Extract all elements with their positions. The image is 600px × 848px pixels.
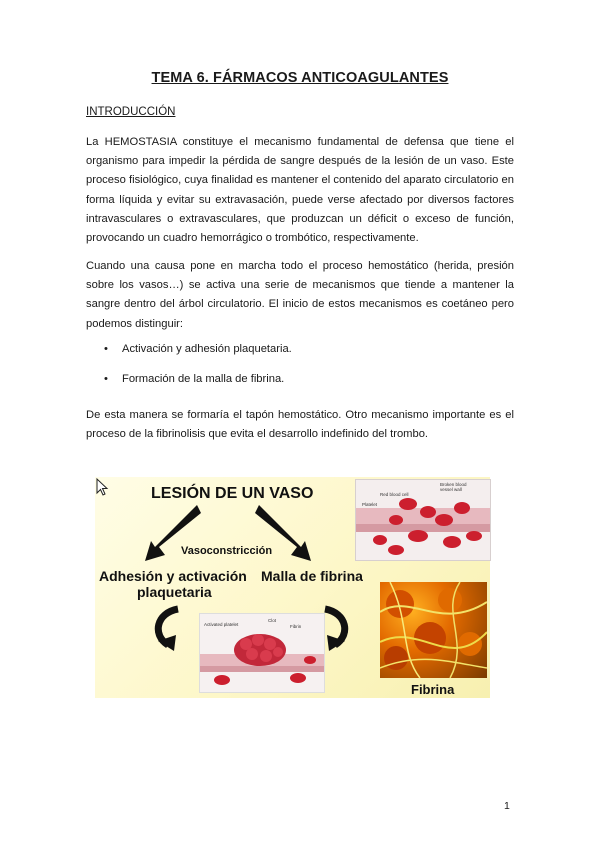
image-label: Activated platelet xyxy=(204,622,239,627)
plaquetaria-label: plaquetaria xyxy=(137,584,212,600)
bullet-icon: • xyxy=(104,373,108,385)
bullet-icon: • xyxy=(104,343,108,355)
list-item-text: Activación y adhesión plaquetaria. xyxy=(122,343,292,355)
fibrin-illustration xyxy=(380,582,487,678)
image-label: Platelet xyxy=(362,502,378,507)
fibrin-micrograph xyxy=(380,582,487,678)
paragraph-mecanismos: Cuando una causa pone en marcha todo el proceso hemostático (herida, presión sobre los vasos…) se activa una serie de mecanismos que tiende a mantener la sangre dentro del árbol circulatorio. El inicio de estos mecanismos es coetáneo pero podemos distinguir: xyxy=(86,260,514,330)
paragraph-fibrinolisis: De esta manera se formaría el tapón hemostático. Otro mecanismo importante es el proceso de la fibrinolisis que evita el desarrollo indefinido del trombo. xyxy=(86,409,514,441)
curved-arrow-left-icon xyxy=(150,605,186,651)
list-item xyxy=(104,340,292,370)
red-blood-cells-image xyxy=(355,479,491,561)
fibrin-mesh-label: Malla de fibrina xyxy=(261,568,363,584)
vasoconstriction-label: Vasoconstricción xyxy=(181,545,273,557)
list-item-text: Formación de la malla de fibrina. xyxy=(122,373,285,385)
paragraph-hemostasia: La HEMOSTASIA constituye el mecanismo fundamental de defensa que tiene el organismo para impedir la pérdida de sangre después de la lesión de un vaso. Este proceso fisiológico, cuya finalidad es mantener el contenido del aparato circulatorio en forma líquida y evitar su extravasación, puede verse afectado por diversos factores intravasculares o extravasculares, que produzcan un déficit o exceso de función, provocando un cuadro hemorrágico o trombótico, respectivamente. xyxy=(86,136,514,245)
section-heading: INTRODUCCIÓN xyxy=(86,106,176,118)
image-label: Broken blood vessel wall xyxy=(440,482,467,492)
fibrin-caption: Fibrina xyxy=(411,682,455,697)
figure-heading: LESIÓN DE UN VASO xyxy=(151,485,314,502)
hemostasis-figure xyxy=(95,477,490,698)
image-label: Red blood cell xyxy=(380,492,409,497)
vessel-illustration xyxy=(356,480,490,560)
adhesion-label: Adhesión y activación xyxy=(99,568,247,584)
page-number: 1 xyxy=(504,800,510,812)
cursor-icon xyxy=(95,477,109,497)
bullet-list xyxy=(104,340,292,400)
image-label: Clot xyxy=(268,618,277,623)
list-item xyxy=(104,370,292,400)
clot-image xyxy=(199,613,325,693)
image-label: Fibrin xyxy=(290,624,302,629)
document-title: TEMA 6. FÁRMACOS ANTICOAGULANTES xyxy=(151,70,449,86)
